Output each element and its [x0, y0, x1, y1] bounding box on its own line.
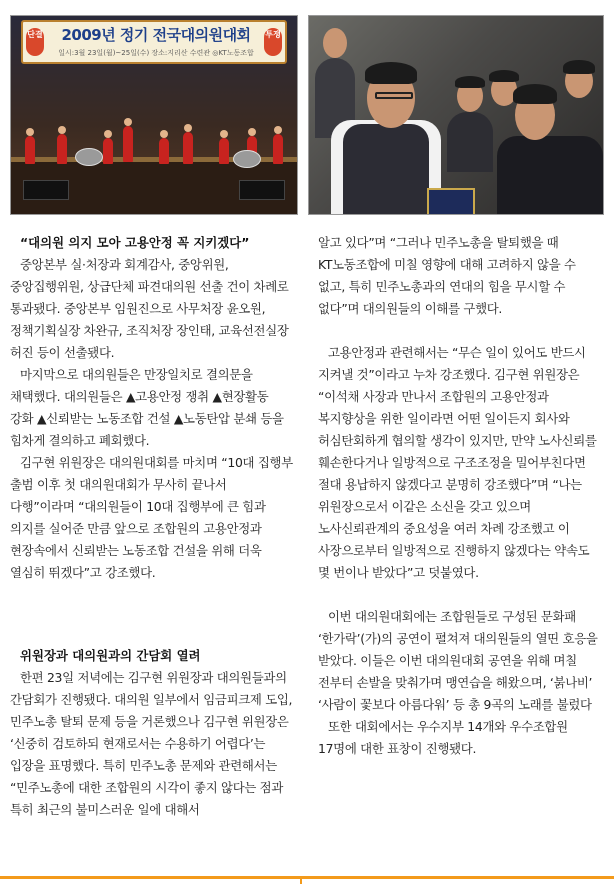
article-paragraph: 한편 23일 저녁에는 김구현 위원장과 대의원들과의 간담회가 진행됐다. 대의원 일부에서 임금피크제 도입, 민주노총 탈퇴 문제 등을 거론했으나 김구현 위원장은 ‘신중히 검토하되 현재로서는 수용하기 어렵다’는 입장을 표명했다. 특히 민주노총 문제와 관련해서는 “민주노총에 대한 조합원의 시각이 좋지 않다는 점과 특히 최근의 불미스러운 일에 대해서 [10, 670, 293, 817]
stage-performance-photo [10, 15, 298, 215]
performer [159, 138, 169, 164]
article-paragraph: 이번 대의원대회에는 조합원들로 구성된 문화패 ‘한가락’(가)의 공연이 펼쳐져 대의원들의 열띤 호응을 받았다. 이들은 이번 대의원대회 공연을 위해 며칠 전부터 손발을 맞춰가며 맹연습을 해왔으며, ‘붉나비’ ‘사람이 꽃보다 아름다워’ 등 총 9곡의 노래를 불렀다 [318, 609, 598, 712]
performer [57, 134, 67, 164]
banner-badge-left: 단결 [26, 28, 44, 56]
article-paragraph: 고용안정과 관련해서는 “무슨 일이 있어도 반드시 지켜낼 것”이라고 누차 강조했다. 김구현 위원장은 “이석채 사장과 만나서 조합원의 고용안정과 복지향상을 위한 일이라면 어떤 일이든지 회사와 허심탄회하게 협의할 생각이 있지만, 만약 노사신뢰를 훼손한다거나 일방적으로 구조조정을 밀어부친다면 절대 용납하지 않겠다고 분명히 강조했다”며 “나는 위원장으로서 이같은 소신을 갖고 있으며 노사신뢰관계의 중요성을 여러 차례 강조했고 이 사장으로부터 일방적으로 진행하지 않겠다는 약속도 몇 번이나 받았다”고 덧붙였다. [318, 345, 597, 580]
article-paragraph: 또한 대회에서는 우수지부 14개와 우수조합원 17명에 대한 표창이 진행됐다. [318, 719, 568, 756]
footer-rule-mark [300, 879, 302, 884]
award-plaque [427, 188, 475, 215]
article-paragraph: 마지막으로 대의원들은 만장일치로 결의문을 채택했다. 대의원들은 ▲고용안정 쟁취 ▲현장활동 강화 ▲신뢰받는 노동조합 건설 ▲노동탄압 분쇄 등을 힘차게 결의하고 폐회했다. [10, 367, 284, 448]
event-banner [21, 20, 287, 64]
article-paragraph: 김구현 위원장은 대의원대회를 마치며 “10대 집행부 출범 이후 첫 대의원대회가 무사히 끝나서 다행”이라며 “대의원들이 10대 집행부에 큰 힘과 의지를 실어준 만큼 앞으로 조합원의 고용안정과 현장속에서 신뢰받는 노동조합 건설을 위해 더욱 열심히 뛰겠다”고 강조했다. [10, 455, 293, 580]
performer [25, 136, 35, 164]
performer [103, 138, 113, 164]
section-heading-2: 위원장과 대의원과의 간담회 열려 [20, 648, 201, 663]
performer [123, 126, 133, 162]
drum-kit [233, 150, 261, 168]
banner-badge-right: 투쟁 [264, 28, 282, 56]
drum-kit [75, 148, 103, 166]
stage-speaker [23, 180, 69, 200]
article-paragraph: 알고 있다”며 “그러나 민주노총을 탈퇴했을 때 KT노동조합에 미칠 영향에 대해 고려하지 않을 수 없고, 특히 민주노총과의 연대의 힘을 무시할 수 없다”며 대의원들의 이해를 구했다. [318, 235, 576, 316]
performer [273, 134, 283, 164]
stage-speaker [239, 180, 285, 200]
article-left-column [10, 232, 294, 584]
footer-rule [0, 876, 614, 879]
section-heading-1: “대의원 의지 모아 고용안정 꼭 지키겠다” [20, 235, 250, 250]
performer [219, 138, 229, 164]
article-right-column [318, 232, 604, 760]
article-paragraph: 중앙본부 실·처장과 회계감사, 중앙위원, 중앙집행위원, 상급단체 파견대의원 선출 건이 차례로 통과됐다. 중앙본부 임원진으로 사무처장 윤오원, 정책기획실장 차완규, 조직처장 장인태, 교육선전실장 허진 등이 선출됐다. [10, 257, 289, 360]
article-left-column-lower [10, 667, 294, 821]
performer [183, 132, 193, 164]
award-ceremony-photo [308, 15, 604, 215]
banner-title: 2009년 정기 전국대의원대회 [61, 26, 251, 44]
banner-subtitle: 일시:3월 23일(월)~25일(수) 장소:지리산 수련관 ◎KT노동조합 [58, 49, 254, 57]
